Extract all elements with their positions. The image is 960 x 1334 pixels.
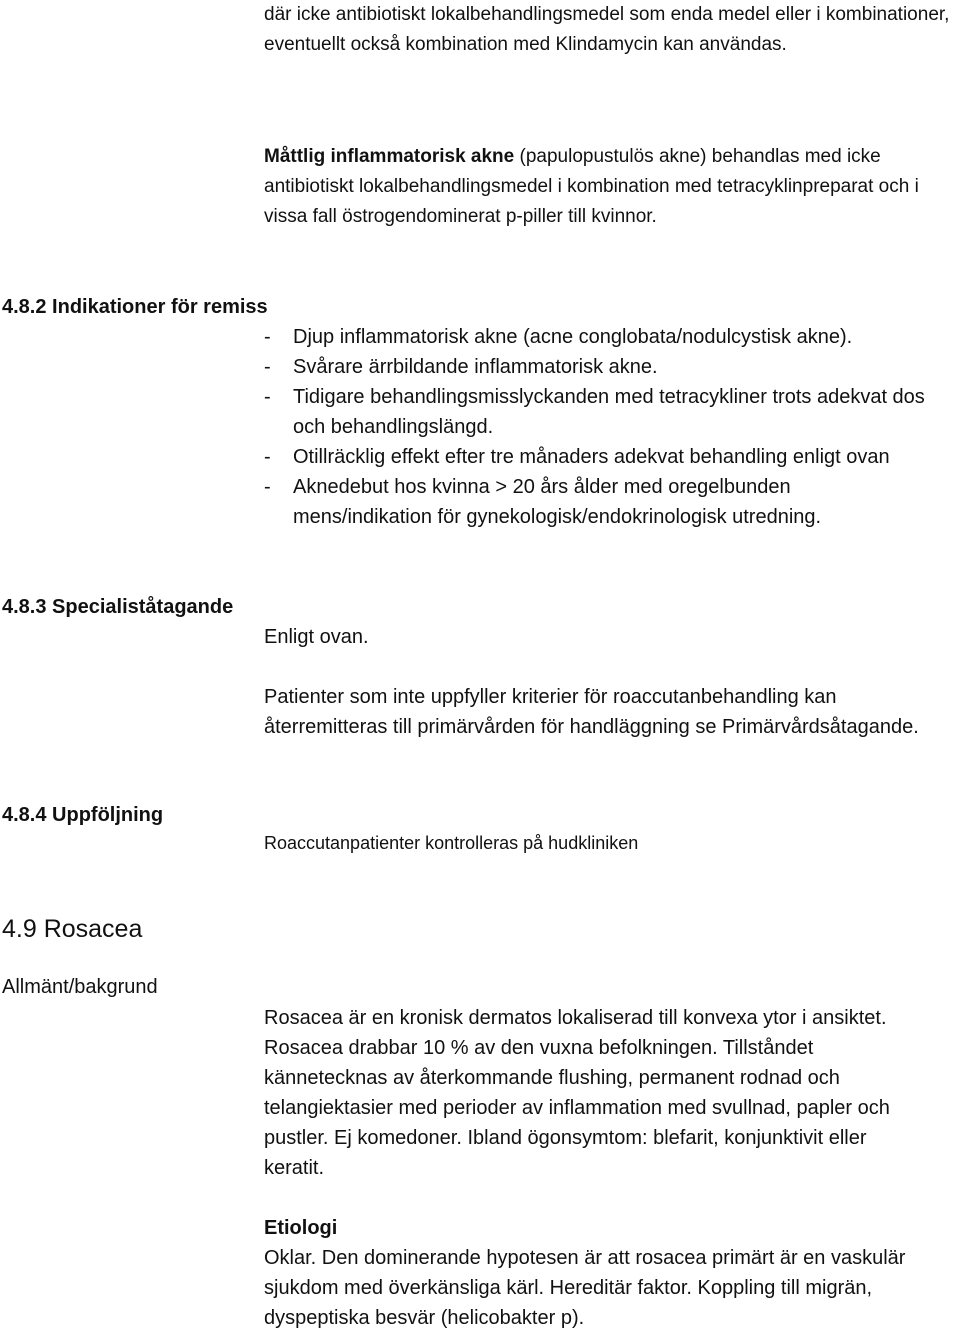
section-heading-remiss: 4.8.2 Indikationer för remiss (2, 296, 268, 318)
list-item-text: Djup inflammatorisk akne (acne conglobata/nodulcystisk akne). (293, 326, 853, 348)
list-item-text: Svårare ärrbildande inflammatorisk akne. (293, 356, 658, 378)
rosacea-background-paragraph: Rosacea är en kronisk dermatos lokaliserad till konvexa ytor i ansiktet. Rosacea drabbar 10 % av den vuxna befolkningen. Tillståndet kännetecknas av återkommande flushing, permanent rodnad och telangiektasier med perioder av inflammation med svullnad, papler och pustler. Ej komedoner. Ibland ögonsymtom: blefarit, konjunktivit eller keratit. (264, 1007, 890, 1179)
list-item (264, 352, 958, 382)
followup-paragraph: Roaccutanpatienter kontrolleras på hudkliniken (264, 833, 639, 853)
section-heading-rosacea: 4.9 Rosacea (2, 915, 143, 943)
section-subheading-background: Allmänt/bakgrund (2, 976, 158, 998)
list-item-text: Otillräcklig effekt efter tre månaders adekvat behandling enligt ovan (293, 446, 890, 468)
list-item-text: Tidigare behandlingsmisslyckanden med tetracykliner trots adekvat dos och behandlingslängd. (293, 386, 925, 438)
list-dash: - (264, 356, 271, 378)
section-heading-specialist: 4.8.3 Specialiståtagande (2, 596, 234, 618)
etiology-paragraph: Oklar. Den dominerande hypotesen är att rosacea primärt är en vaskulär sjukdom med överkänsliga kärl. Hereditär faktor. Koppling till migrän, dyspeptiska besvär (helicobakter p). (264, 1247, 906, 1329)
list-dash: - (264, 386, 271, 408)
specialist-paragraph-2: Patienter som inte uppfyller kriterier för roaccutanbehandling kan återremitteras till primärvården för handläggning se Primärvårdsåtagande. (264, 686, 919, 738)
specialist-paragraph-1: Enligt ovan. (264, 626, 369, 648)
etiology-heading: Etiologi (264, 1217, 338, 1239)
list-item (264, 442, 958, 472)
list-item (264, 322, 958, 352)
list-item (264, 472, 958, 532)
moderate-acne-paragraph (264, 142, 958, 232)
moderate-acne-term: Måttlig inflammatorisk akne (264, 146, 515, 167)
list-item (264, 382, 958, 442)
list-item-text: Aknedebut hos kvinna > 20 års ålder med oregelbunden mens/indikation för gynekologisk/endokrinologisk utredning. (293, 476, 822, 528)
list-dash: - (264, 476, 271, 498)
intro-paragraph: där icke antibiotiskt lokalbehandlingsmedel som enda medel eller i kombinationer, eventuellt också kombination med Klindamycin kan användas. (264, 4, 950, 55)
moderate-acne-text: (papulopustulös akne) behandlas med icke antibiotiskt lokalbehandlingsmedel i kombination med tetracyklinpreparat och i vissa fall östrogendominerat p-piller till kvinnor. (264, 146, 919, 227)
section-heading-followup: 4.8.4 Uppföljning (2, 804, 164, 826)
remiss-indication-list (264, 322, 958, 532)
list-dash: - (264, 446, 271, 468)
list-dash: - (264, 326, 271, 348)
